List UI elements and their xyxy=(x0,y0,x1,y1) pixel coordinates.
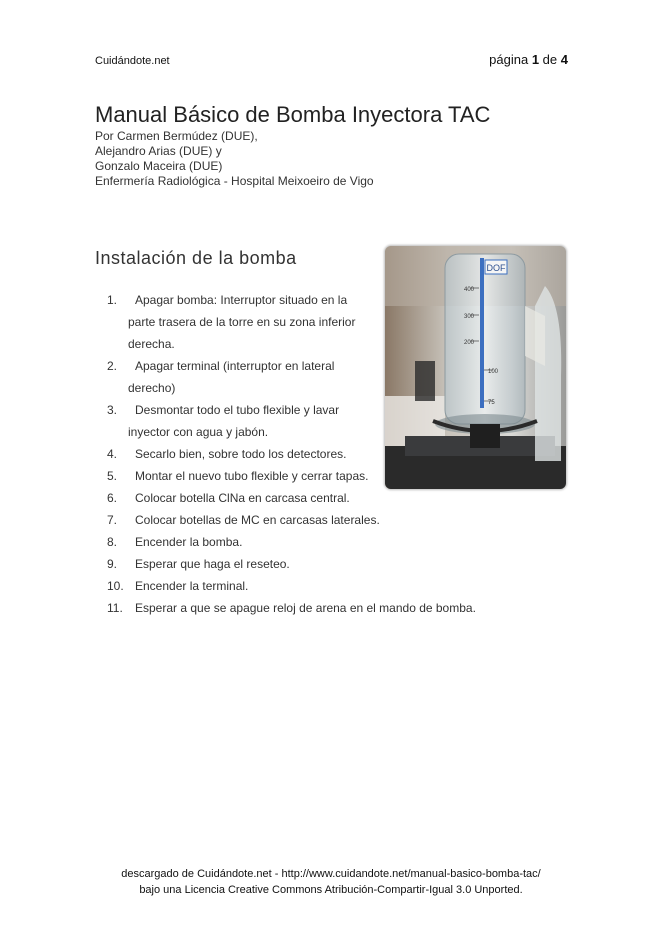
step-text-continued: inyector con agua y jabón. xyxy=(128,425,269,439)
scale-mark: 75 xyxy=(488,400,495,406)
step-number: 4. xyxy=(107,447,118,461)
footer-source-line: descargado de Cuidándote.net - http://www.cuidandote.net/manual-basico-bomba-tac/ xyxy=(121,868,541,880)
installation-steps xyxy=(107,289,476,619)
step-item xyxy=(107,575,476,597)
step-item xyxy=(107,509,476,531)
page-total: 4 xyxy=(560,52,568,67)
step-number: 3. xyxy=(107,403,118,417)
footer-license-line: bajo una Licencia Creative Commons Atribución-Compartir-Igual 3.0 Unported. xyxy=(139,884,523,896)
step-number: 10. xyxy=(107,579,124,593)
scale-mark: 100 xyxy=(488,369,499,375)
scale-mark: 300 xyxy=(464,314,475,320)
step-item xyxy=(107,531,476,553)
step-text: Apagar terminal (interruptor en lateral xyxy=(135,359,335,373)
step-number: 9. xyxy=(107,557,118,571)
page-of: de xyxy=(542,52,558,67)
step-text: Encender la terminal. xyxy=(135,579,249,593)
step-item xyxy=(107,465,476,487)
authors-block xyxy=(95,129,374,189)
author-line: Alejandro Arias (DUE) y xyxy=(95,144,222,158)
author-line: Por Carmen Bermúdez (DUE), xyxy=(95,129,258,143)
step-number: 6. xyxy=(107,491,118,505)
affiliation: Enfermería Radiológica - Hospital Meixoeiro de Vigo xyxy=(95,174,374,188)
footer xyxy=(0,866,662,898)
scale-mark: 400 xyxy=(464,287,475,293)
step-text: Desmontar todo el tubo flexible y lavar xyxy=(135,403,340,417)
step-text-continued: derecho) xyxy=(128,381,176,395)
step-text: Encender la bomba. xyxy=(135,535,243,549)
step-text: Esperar que haga el reseteo. xyxy=(135,557,290,571)
step-item xyxy=(107,443,476,465)
step-text: Colocar botellas de MC en carcasas laterales. xyxy=(135,513,380,527)
step-item xyxy=(107,355,476,399)
page-number xyxy=(489,52,568,67)
scale-mark: 200 xyxy=(464,340,475,346)
photo-label: DOF xyxy=(486,263,506,273)
document-title: Manual Básico de Bomba Inyectora TAC xyxy=(95,102,491,127)
step-number: 7. xyxy=(107,513,118,527)
step-item xyxy=(107,399,476,443)
step-text: Colocar botella ClNa en carcasa central. xyxy=(135,491,350,505)
site-name: Cuidándote.net xyxy=(95,55,170,67)
step-item xyxy=(107,597,476,619)
page-current: 1 xyxy=(531,52,540,67)
step-text-continued: parte trasera de la torre en su zona inferior xyxy=(128,315,356,329)
page-prefix: página xyxy=(489,52,529,67)
step-text: Secarlo bien, sobre todo los detectores. xyxy=(135,447,347,461)
step-text-continued: derecha. xyxy=(128,337,175,351)
step-item xyxy=(107,553,476,575)
step-item xyxy=(107,289,476,355)
step-number: 8. xyxy=(107,535,118,549)
step-text: Esperar a que se apague reloj de arena en el mando de bomba. xyxy=(135,601,476,615)
step-number: 11. xyxy=(107,601,123,615)
section-title: Instalación de la bomba xyxy=(95,248,297,268)
step-text: Montar el nuevo tubo flexible y cerrar tapas. xyxy=(135,469,369,483)
step-number: 1. xyxy=(107,293,118,307)
step-text: Apagar bomba: Interruptor situado en la xyxy=(135,293,348,307)
step-number: 2. xyxy=(107,359,118,373)
author-line: Gonzalo Maceira (DUE) xyxy=(95,159,223,173)
step-item xyxy=(107,487,476,509)
step-number: 5. xyxy=(107,469,118,483)
